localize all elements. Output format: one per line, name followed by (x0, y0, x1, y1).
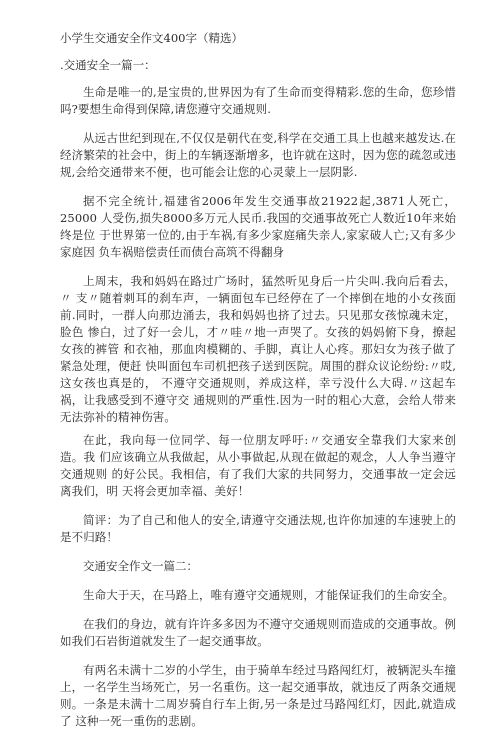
section1-heading: .交通安全一篇一： (60, 58, 156, 72)
paragraph: 生命大于天，在马路上，唯有遵守交通规则，才能保证我们的生命安全。 (83, 588, 455, 602)
paragraph: 生命是唯一的,是宝贵的,世界因为有了生命而变得精彩.您的生命，您珍惜 吗?要想生命得到保障,请您遵守交通规则. (60, 85, 456, 116)
document-title: 小学生交通安全作文400字（精选） (60, 31, 243, 45)
paragraph: 有两名未满十二岁的小学生，由于骑单车经过马路闯红灯，被辆泥头车撞 上，一名学生当场死亡，另一名重伤。这一起交通事故，就违反了两条交通规 则。一条是未满十二周岁骑自行车上街,另一条是过马路闯红灯，因此,就造成了 这种一死一重伤的悲剧。 (60, 663, 456, 728)
paragraph: 在我们的身边，就有许许多多因为不遵守交通规则而造成的交通事故。例 如我们石岩街道就发生了一起交通事故。 (60, 617, 456, 648)
review-paragraph: 简评：为了自己和他人的安全,请遵守交通法规,也许你加速的车速驶上的 是不归路！ (60, 513, 456, 544)
paragraph: 上周末，我和妈妈在路过广场时，猛然听见身后一片尖叫.我向后看去，〃 支〃随着刺耳的刹车声，一辆面包车已经停在了一个摔倒在地的小女孩面前.同时，一群人向那边涌去，我和妈妈也挤了过去。只见那女孩惊魂未定，脸色 惨白，过了好一会儿，才〃哇〃地一声哭了。女孩的妈妈俯下身，撩起女孩的裤管 和衣袖，那血肉模糊的、手脚，真让人心疼。那妇女为孩子做了紧急处理，便赶 快叫面包车司机把孩子送到医院。周围的群众议论纷纷:〃哎,这女孩也真是的， 不遵守交通规则，养成这样，幸亏没什么大碍.〃这起车祸，让我感受到不遵守交 通规则的严重性.因为一时的粗心大意，会给人带来无法弥补的精神伤害。 (60, 274, 456, 424)
section2-heading: 交通安全作文一篇二： (83, 559, 198, 573)
paragraph: 从远古世纪到现在,不仅仅是朝代在变,科学在交通工具上也越来越发达.在 经济繁荣的社会中，街上的车辆逐渐增多，也许就在这时，因为您的疏忽或违 规,会给交通带来不便，也可能会让您的心灵蒙上一层阴影. (60, 131, 456, 179)
paragraph: 据不完全统计,福建省2006年发生交通事故21922起,3871人死亡，25000 人受伤,损失8000多万元人民币.我国的交通事故死亡人数近10年来始终是位 于世界第一位的,由于车祸,有多少家庭痛失亲人,家家破人亡;又有多少家庭因 负车祸赔偿责任而债台高筑不得翻身 (60, 194, 456, 259)
paragraph: 在此，我向每一位同学、每一位朋友呼吁:〃交通安全靠我们大家来创造。我 们应该确立从我做起，从小事做起,从现在做起的观念，人人争当遵守交通规则 的好公民。我相信，有了我们大家的共同努力，交通事故一定会远离我们，明 天将会更加幸福、美好！ (60, 433, 456, 498)
